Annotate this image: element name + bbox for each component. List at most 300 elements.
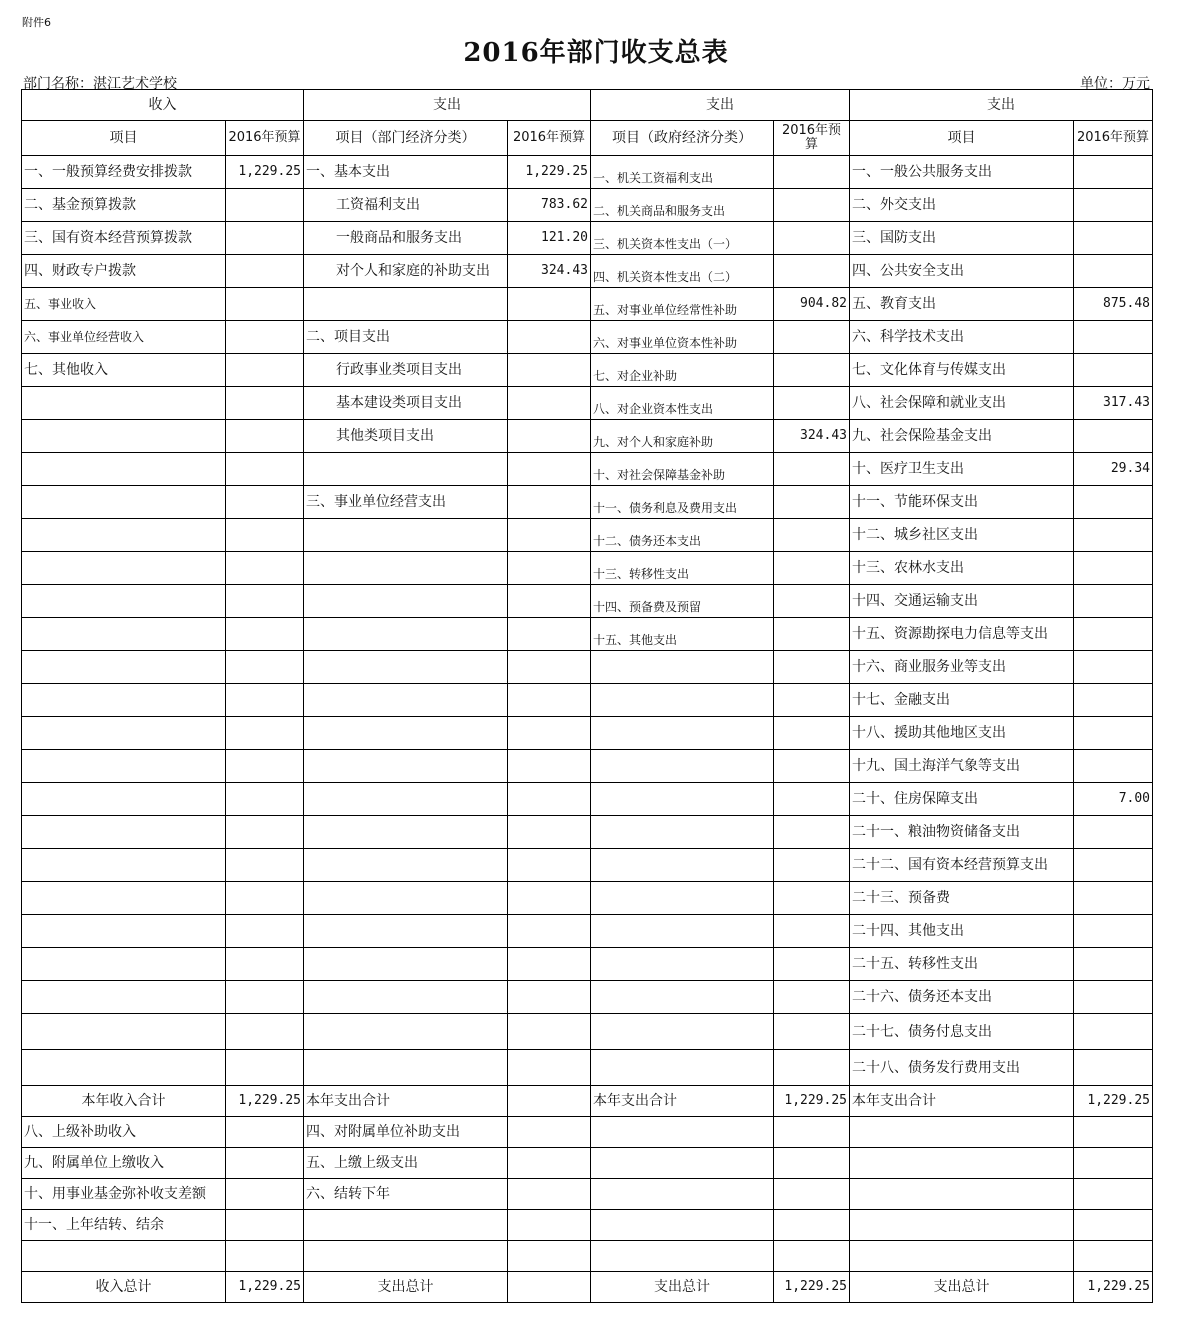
col-budget: 2016年预算 xyxy=(508,121,591,156)
func-item-cell xyxy=(850,1241,1074,1272)
gov-item-cell: 五、对事业单位经常性补助 xyxy=(591,288,774,321)
gov-item-cell xyxy=(591,1117,774,1148)
income-budget-cell xyxy=(226,486,304,519)
income-item-cell xyxy=(22,420,226,453)
gov-item-cell: 本年支出合计 xyxy=(591,1086,774,1117)
col-item: 项目 xyxy=(22,121,226,156)
func-budget-cell: 1,229.25 xyxy=(1074,1272,1153,1303)
econ-budget-cell: 324.43 xyxy=(508,255,591,288)
gov-item-cell: 九、对个人和家庭补助 xyxy=(591,420,774,453)
header-column-row xyxy=(22,121,1153,156)
econ-item-cell xyxy=(304,552,508,585)
table-row xyxy=(22,387,1153,420)
gov-item-cell xyxy=(591,1050,774,1086)
gov-budget-cell xyxy=(774,1210,850,1241)
econ-budget-cell xyxy=(508,1179,591,1210)
income-item-cell: 本年收入合计 xyxy=(22,1086,226,1117)
func-item-cell: 二十一、粮油物资储备支出 xyxy=(850,816,1074,849)
func-budget-cell xyxy=(1074,651,1153,684)
table-row xyxy=(22,618,1153,651)
gov-budget-cell xyxy=(774,882,850,915)
econ-budget-cell xyxy=(508,519,591,552)
gov-budget-cell xyxy=(774,1117,850,1148)
income-budget-cell xyxy=(226,1210,304,1241)
header-expense-gov: 支出 xyxy=(591,90,850,121)
econ-item-cell xyxy=(304,1050,508,1086)
func-budget-cell: 317.43 xyxy=(1074,387,1153,420)
grand-total-row xyxy=(22,1272,1153,1303)
func-budget-cell xyxy=(1074,717,1153,750)
econ-budget-cell xyxy=(508,882,591,915)
income-item-cell xyxy=(22,981,226,1014)
gov-budget-cell: 324.43 xyxy=(774,420,850,453)
gov-item-cell: 十一、债务利息及费用支出 xyxy=(591,486,774,519)
econ-budget-cell: 1,229.25 xyxy=(508,156,591,189)
income-item-cell: 八、上级补助收入 xyxy=(22,1117,226,1148)
func-item-cell: 二十四、其他支出 xyxy=(850,915,1074,948)
econ-item-cell xyxy=(304,1210,508,1241)
gov-item-cell: 十三、转移性支出 xyxy=(591,552,774,585)
income-item-cell xyxy=(22,783,226,816)
func-budget-cell xyxy=(1074,915,1153,948)
func-budget-cell xyxy=(1074,222,1153,255)
gov-budget-cell xyxy=(774,222,850,255)
income-item-cell xyxy=(22,453,226,486)
income-item-cell xyxy=(22,585,226,618)
income-item-cell: 五、事业收入 xyxy=(22,288,226,321)
income-item-cell xyxy=(22,684,226,717)
table-row xyxy=(22,783,1153,816)
gov-item-cell xyxy=(591,849,774,882)
income-budget-cell xyxy=(226,552,304,585)
income-item-cell xyxy=(22,651,226,684)
econ-budget-cell xyxy=(508,1241,591,1272)
econ-item-cell xyxy=(304,981,508,1014)
gov-budget-cell xyxy=(774,849,850,882)
func-item-cell: 十八、援助其他地区支出 xyxy=(850,717,1074,750)
col-budget: 2016年预算 xyxy=(226,121,304,156)
gov-item-cell: 六、对事业单位资本性补助 xyxy=(591,321,774,354)
gov-budget-cell xyxy=(774,816,850,849)
col-item-econ: 项目（部门经济分类） xyxy=(304,121,508,156)
econ-item-cell xyxy=(304,288,508,321)
func-budget-cell xyxy=(1074,1179,1153,1210)
func-budget-cell xyxy=(1074,684,1153,717)
econ-budget-cell xyxy=(508,618,591,651)
table-row xyxy=(22,420,1153,453)
func-budget-cell xyxy=(1074,255,1153,288)
gov-budget-cell xyxy=(774,321,850,354)
econ-item-cell xyxy=(304,882,508,915)
econ-budget-cell xyxy=(508,420,591,453)
func-item-cell: 二十六、债务还本支出 xyxy=(850,981,1074,1014)
table-row xyxy=(22,1050,1153,1086)
econ-budget-cell xyxy=(508,684,591,717)
func-item-cell xyxy=(850,1210,1074,1241)
income-item-cell xyxy=(22,486,226,519)
func-item-cell: 十五、资源勘探电力信息等支出 xyxy=(850,618,1074,651)
func-item-cell: 十四、交通运输支出 xyxy=(850,585,1074,618)
econ-budget-cell xyxy=(508,1210,591,1241)
income-item-cell xyxy=(22,618,226,651)
gov-budget-cell xyxy=(774,486,850,519)
table-row xyxy=(22,354,1153,387)
table-row xyxy=(22,1148,1153,1179)
gov-budget-cell xyxy=(774,519,850,552)
table-row xyxy=(22,222,1153,255)
header-group-row xyxy=(22,90,1153,121)
econ-budget-cell: 121.20 xyxy=(508,222,591,255)
gov-budget-cell xyxy=(774,453,850,486)
table-row xyxy=(22,156,1153,189)
attachment-label: 附件6 xyxy=(22,16,51,29)
table-row xyxy=(22,1117,1153,1148)
gov-item-cell xyxy=(591,981,774,1014)
gov-item-cell xyxy=(591,783,774,816)
header-expense-econ: 支出 xyxy=(304,90,591,121)
econ-budget-cell xyxy=(508,552,591,585)
income-item-cell: 四、财政专户拨款 xyxy=(22,255,226,288)
func-budget-cell xyxy=(1074,1148,1153,1179)
income-budget-cell xyxy=(226,222,304,255)
income-budget-cell xyxy=(226,1179,304,1210)
gov-budget-cell xyxy=(774,1014,850,1050)
func-budget-cell xyxy=(1074,849,1153,882)
func-budget-cell xyxy=(1074,486,1153,519)
table-row xyxy=(22,519,1153,552)
gov-budget-cell: 1,229.25 xyxy=(774,1086,850,1117)
econ-item-cell xyxy=(304,948,508,981)
income-budget-cell xyxy=(226,717,304,750)
income-budget-cell xyxy=(226,453,304,486)
gov-budget-cell xyxy=(774,156,850,189)
gov-item-cell: 支出总计 xyxy=(591,1272,774,1303)
table-row xyxy=(22,552,1153,585)
func-item-cell: 八、社会保障和就业支出 xyxy=(850,387,1074,420)
econ-item-cell: 四、对附属单位补助支出 xyxy=(304,1117,508,1148)
econ-item-cell: 工资福利支出 xyxy=(304,189,508,222)
econ-item-cell xyxy=(304,750,508,783)
func-budget-cell: 7.00 xyxy=(1074,783,1153,816)
table-row xyxy=(22,585,1153,618)
income-budget-cell xyxy=(226,1050,304,1086)
table-row xyxy=(22,651,1153,684)
col-item-gov: 项目（政府经济分类） xyxy=(591,121,774,156)
gov-budget-cell xyxy=(774,189,850,222)
gov-item-cell xyxy=(591,1241,774,1272)
econ-item-cell: 三、事业单位经营支出 xyxy=(304,486,508,519)
func-item-cell xyxy=(850,1179,1074,1210)
income-budget-cell xyxy=(226,585,304,618)
income-budget-cell xyxy=(226,387,304,420)
gov-budget-cell xyxy=(774,387,850,420)
func-budget-cell: 29.34 xyxy=(1074,453,1153,486)
income-budget-cell xyxy=(226,882,304,915)
econ-budget-cell xyxy=(508,486,591,519)
annual-total-row xyxy=(22,1086,1153,1117)
econ-item-cell xyxy=(304,618,508,651)
table-row xyxy=(22,288,1153,321)
income-item-cell: 十一、上年结转、结余 xyxy=(22,1210,226,1241)
econ-budget-cell xyxy=(508,1050,591,1086)
func-budget-cell xyxy=(1074,420,1153,453)
income-budget-cell xyxy=(226,1014,304,1050)
income-item-cell xyxy=(22,882,226,915)
func-budget-cell xyxy=(1074,750,1153,783)
income-budget-cell xyxy=(226,915,304,948)
income-budget-cell xyxy=(226,189,304,222)
func-item-cell xyxy=(850,1148,1074,1179)
func-item-cell: 四、公共安全支出 xyxy=(850,255,1074,288)
gov-budget-cell xyxy=(774,684,850,717)
econ-budget-cell xyxy=(508,717,591,750)
income-item-cell xyxy=(22,519,226,552)
econ-item-cell xyxy=(304,585,508,618)
income-item-cell: 六、事业单位经营收入 xyxy=(22,321,226,354)
gov-budget-cell xyxy=(774,981,850,1014)
func-budget-cell xyxy=(1074,618,1153,651)
func-item-cell: 支出总计 xyxy=(850,1272,1074,1303)
econ-item-cell: 六、结转下年 xyxy=(304,1179,508,1210)
income-item-cell: 三、国有资本经营预算拨款 xyxy=(22,222,226,255)
econ-budget-cell: 783.62 xyxy=(508,189,591,222)
econ-budget-cell xyxy=(508,1014,591,1050)
econ-budget-cell xyxy=(508,354,591,387)
income-budget-cell: 1,229.25 xyxy=(226,1272,304,1303)
col-item-func: 项目 xyxy=(850,121,1074,156)
econ-item-cell: 一般商品和服务支出 xyxy=(304,222,508,255)
func-item-cell: 三、国防支出 xyxy=(850,222,1074,255)
department-name: 部门名称：湛江艺术学校 xyxy=(23,76,177,92)
gov-item-cell xyxy=(591,1210,774,1241)
income-item-cell xyxy=(22,1050,226,1086)
table-row xyxy=(22,816,1153,849)
income-item-cell: 七、其他收入 xyxy=(22,354,226,387)
income-budget-cell xyxy=(226,1117,304,1148)
econ-item-cell xyxy=(304,519,508,552)
gov-budget-cell xyxy=(774,948,850,981)
gov-budget-cell xyxy=(774,255,850,288)
income-budget-cell xyxy=(226,1241,304,1272)
table-row xyxy=(22,189,1153,222)
income-item-cell xyxy=(22,849,226,882)
gov-budget-cell xyxy=(774,585,850,618)
income-budget-cell xyxy=(226,816,304,849)
income-budget-cell xyxy=(226,420,304,453)
func-item-cell: 一、一般公共服务支出 xyxy=(850,156,1074,189)
econ-budget-cell xyxy=(508,783,591,816)
func-budget-cell xyxy=(1074,189,1153,222)
gov-budget-cell xyxy=(774,651,850,684)
econ-budget-cell xyxy=(508,1272,591,1303)
table-row xyxy=(22,948,1153,981)
gov-item-cell xyxy=(591,816,774,849)
table-row xyxy=(22,453,1153,486)
income-item-cell: 九、附属单位上缴收入 xyxy=(22,1148,226,1179)
gov-item-cell xyxy=(591,1179,774,1210)
func-item-cell: 十二、城乡社区支出 xyxy=(850,519,1074,552)
econ-budget-cell xyxy=(508,453,591,486)
func-budget-cell xyxy=(1074,519,1153,552)
func-budget-cell xyxy=(1074,552,1153,585)
econ-item-cell: 基本建设类项目支出 xyxy=(304,387,508,420)
table-row xyxy=(22,849,1153,882)
func-item-cell: 十、医疗卫生支出 xyxy=(850,453,1074,486)
econ-item-cell: 支出总计 xyxy=(304,1272,508,1303)
econ-budget-cell xyxy=(508,321,591,354)
gov-item-cell: 八、对企业资本性支出 xyxy=(591,387,774,420)
income-item-cell xyxy=(22,948,226,981)
income-item-cell: 收入总计 xyxy=(22,1272,226,1303)
func-item-cell: 六、科学技术支出 xyxy=(850,321,1074,354)
gov-item-cell: 七、对企业补助 xyxy=(591,354,774,387)
econ-item-cell: 对个人和家庭的补助支出 xyxy=(304,255,508,288)
econ-item-cell: 五、上缴上级支出 xyxy=(304,1148,508,1179)
func-item-cell: 五、教育支出 xyxy=(850,288,1074,321)
func-item-cell: 十三、农林水支出 xyxy=(850,552,1074,585)
gov-item-cell xyxy=(591,915,774,948)
func-budget-cell xyxy=(1074,1241,1153,1272)
income-budget-cell: 1,229.25 xyxy=(226,1086,304,1117)
table-row xyxy=(22,1179,1153,1210)
gov-item-cell: 十二、债务还本支出 xyxy=(591,519,774,552)
econ-item-cell xyxy=(304,783,508,816)
gov-budget-cell xyxy=(774,783,850,816)
gov-budget-cell xyxy=(774,750,850,783)
func-item-cell: 二、外交支出 xyxy=(850,189,1074,222)
func-item-cell: 二十七、债务付息支出 xyxy=(850,1014,1074,1050)
func-item-cell: 十九、国土海洋气象等支出 xyxy=(850,750,1074,783)
income-item-cell: 十、用事业基金弥补收支差额 xyxy=(22,1179,226,1210)
func-budget-cell xyxy=(1074,816,1153,849)
func-budget-cell xyxy=(1074,1014,1153,1050)
gov-budget-cell xyxy=(774,552,850,585)
econ-item-cell xyxy=(304,684,508,717)
table-row xyxy=(22,1014,1153,1050)
func-budget-cell xyxy=(1074,1050,1153,1086)
func-budget-cell xyxy=(1074,1117,1153,1148)
func-item-cell: 七、文化体育与传媒支出 xyxy=(850,354,1074,387)
econ-budget-cell xyxy=(508,981,591,1014)
econ-budget-cell xyxy=(508,915,591,948)
income-budget-cell xyxy=(226,948,304,981)
income-item-cell xyxy=(22,552,226,585)
table-row xyxy=(22,750,1153,783)
econ-budget-cell xyxy=(508,288,591,321)
gov-budget-cell xyxy=(774,354,850,387)
func-item-cell: 二十八、债务发行费用支出 xyxy=(850,1050,1074,1086)
income-budget-cell: 1,229.25 xyxy=(226,156,304,189)
econ-budget-cell xyxy=(508,849,591,882)
econ-item-cell xyxy=(304,915,508,948)
func-budget-cell: 875.48 xyxy=(1074,288,1153,321)
econ-item-cell: 二、项目支出 xyxy=(304,321,508,354)
col-budget: 2016年预算 xyxy=(1074,121,1153,156)
econ-budget-cell xyxy=(508,651,591,684)
func-budget-cell xyxy=(1074,882,1153,915)
table-row xyxy=(22,1241,1153,1272)
income-budget-cell xyxy=(226,849,304,882)
gov-budget-cell xyxy=(774,618,850,651)
gov-budget-cell xyxy=(774,717,850,750)
econ-budget-cell xyxy=(508,750,591,783)
econ-item-cell xyxy=(304,849,508,882)
func-budget-cell: 1,229.25 xyxy=(1074,1086,1153,1117)
income-budget-cell xyxy=(226,981,304,1014)
econ-item-cell: 一、基本支出 xyxy=(304,156,508,189)
func-item-cell: 二十三、预备费 xyxy=(850,882,1074,915)
func-item-cell: 二十、住房保障支出 xyxy=(850,783,1074,816)
header-expense-func: 支出 xyxy=(850,90,1153,121)
econ-budget-cell xyxy=(508,1086,591,1117)
econ-budget-cell xyxy=(508,1148,591,1179)
gov-item-cell: 二、机关商品和服务支出 xyxy=(591,189,774,222)
func-budget-cell xyxy=(1074,156,1153,189)
gov-item-cell xyxy=(591,1148,774,1179)
gov-item-cell xyxy=(591,882,774,915)
econ-item-cell: 其他类项目支出 xyxy=(304,420,508,453)
income-budget-cell xyxy=(226,618,304,651)
unit-label: 单位：万元 xyxy=(1080,76,1150,92)
gov-item-cell xyxy=(591,684,774,717)
econ-item-cell xyxy=(304,1241,508,1272)
func-budget-cell xyxy=(1074,948,1153,981)
income-item-cell xyxy=(22,387,226,420)
econ-budget-cell xyxy=(508,585,591,618)
income-item-cell xyxy=(22,915,226,948)
gov-item-cell xyxy=(591,717,774,750)
gov-item-cell: 一、机关工资福利支出 xyxy=(591,156,774,189)
gov-item-cell: 十四、预备费及预留 xyxy=(591,585,774,618)
income-item-cell xyxy=(22,1241,226,1272)
econ-item-cell xyxy=(304,651,508,684)
income-item-cell xyxy=(22,717,226,750)
income-item-cell xyxy=(22,1014,226,1050)
income-item-cell xyxy=(22,816,226,849)
income-item-cell: 二、基金预算拨款 xyxy=(22,189,226,222)
income-budget-cell xyxy=(226,354,304,387)
func-budget-cell xyxy=(1074,585,1153,618)
econ-item-cell xyxy=(304,717,508,750)
func-item-cell xyxy=(850,1117,1074,1148)
col-budget: 2016年预算 xyxy=(774,121,850,156)
table-row xyxy=(22,255,1153,288)
func-item-cell: 十六、商业服务业等支出 xyxy=(850,651,1074,684)
table-row xyxy=(22,717,1153,750)
func-budget-cell xyxy=(1074,354,1153,387)
income-budget-cell xyxy=(226,684,304,717)
func-item-cell: 二十五、转移性支出 xyxy=(850,948,1074,981)
gov-item-cell: 十、对社会保障基金补助 xyxy=(591,453,774,486)
econ-item-cell xyxy=(304,816,508,849)
table-row xyxy=(22,321,1153,354)
income-budget-cell xyxy=(226,651,304,684)
func-budget-cell xyxy=(1074,981,1153,1014)
budget-table xyxy=(21,89,1153,1303)
econ-item-cell xyxy=(304,1014,508,1050)
func-item-cell: 十七、金融支出 xyxy=(850,684,1074,717)
func-item-cell: 十一、节能环保支出 xyxy=(850,486,1074,519)
gov-item-cell xyxy=(591,651,774,684)
gov-item-cell xyxy=(591,750,774,783)
table-row xyxy=(22,981,1153,1014)
econ-budget-cell xyxy=(508,1117,591,1148)
income-budget-cell xyxy=(226,321,304,354)
header-income: 收入 xyxy=(22,90,304,121)
gov-budget-cell xyxy=(774,1241,850,1272)
gov-budget-cell: 1,229.25 xyxy=(774,1272,850,1303)
gov-budget-cell: 904.82 xyxy=(774,288,850,321)
